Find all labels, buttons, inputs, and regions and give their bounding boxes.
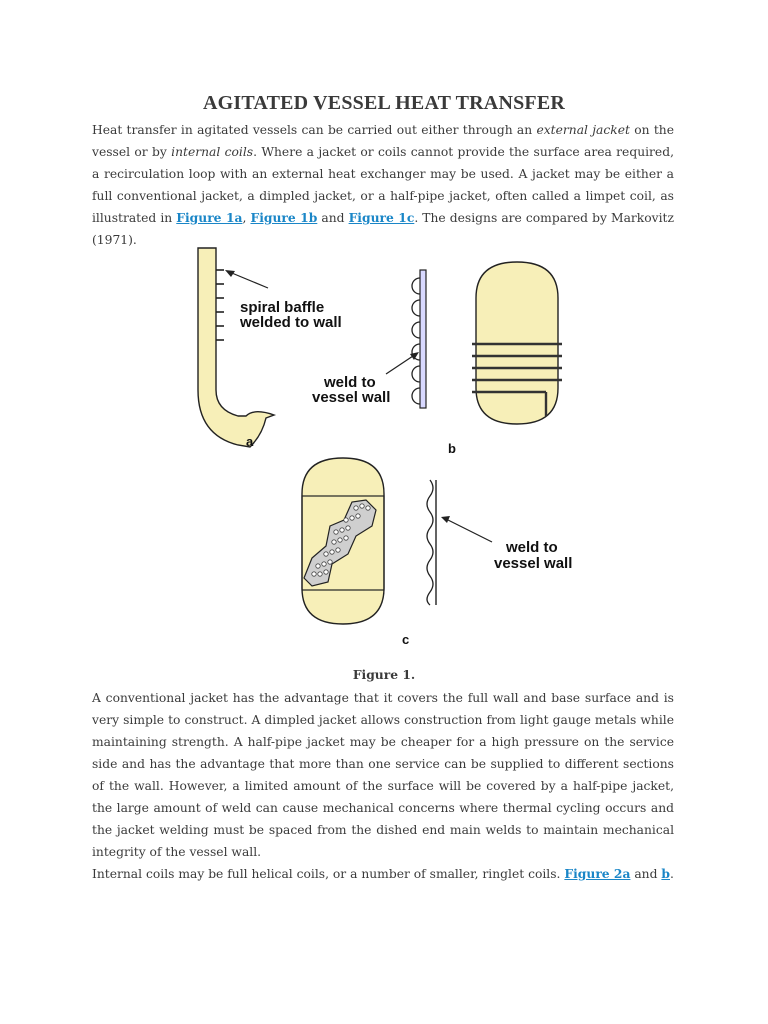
text-run: Heat transfer in agitated vessels can be carried out either through an (92, 123, 537, 137)
text-run: and (317, 211, 349, 225)
text-run: . (670, 867, 674, 881)
text-run: . The designs are compared by Markovitz (1971). (92, 211, 674, 247)
figure-1-diagram (180, 240, 600, 660)
page-title: AGITATED VESSEL HEAT TRANSFER (202, 92, 566, 114)
jacket-comparison-paragraph: A conventional jacket has the advantage that it covers the full wall and base surface and is very simple to construct. A dimpled jacket allows construction from light gauge metals while maintaining strength. A half-pipe jacket may be cheaper for a high pressure on the service side and has the advantage that more than one service can be supplied to different sections of the wall. However, a limited amount of the surface will be covered by a half-pipe jacket, the large amount of weld can cause mechanical concerns where thermal cycling occurs and the jacket welding must be spaced from the dished end main welds to maintain mechanical integrity of the vessel wall. (92, 691, 674, 859)
label-vessel-wall-c: vessel wall (494, 555, 573, 572)
figure-c-dimpled-wall (427, 480, 572, 605)
figure-caption: Figure 1. (352, 667, 416, 682)
emphasis-internal-coils: internal coils (171, 145, 254, 159)
internal-coils-paragraph (92, 863, 674, 885)
label-welded-to-wall: welded to wall (240, 314, 342, 331)
link-figure-2a[interactable]: Figure 2a (564, 866, 631, 881)
label-figure-b: b (448, 441, 456, 456)
figure-c-dimpled-vessel (302, 458, 409, 647)
figure-a-wall-section (198, 248, 342, 449)
text-run: . Where a jacket or coils cannot provide the surface area required, a recirculation loop with an external heat exchanger may be used. A jacket may be either a full conventional jacket, a dimpled jacket, or a half-pipe jacket, often called a limpet coil, as illustrated in (92, 145, 674, 225)
emphasis-external-jacket: external jacket (536, 123, 630, 137)
label-vessel-wall-b: vessel wall (312, 389, 391, 406)
text-run: on the vessel or by (92, 123, 674, 159)
intro-paragraph (92, 119, 674, 251)
label-spiral-baffle: spiral baffle (240, 299, 325, 316)
label-weld-to-b: weld to (324, 374, 376, 391)
text-run: and (630, 867, 662, 881)
link-figure-1b[interactable]: Figure 1b (250, 210, 318, 225)
label-figure-a: a (246, 434, 254, 449)
label-figure-c: c (402, 632, 410, 647)
link-figure-1c[interactable]: Figure 1c (348, 210, 415, 225)
link-figure-1a[interactable]: Figure 1a (176, 210, 243, 225)
text-run: Internal coils may be full helical coils, or a number of smaller, ringlet coils. (92, 867, 565, 881)
label-weld-to-c: weld to (506, 539, 558, 556)
text-run: , (242, 211, 251, 225)
figure-b-half-pipe-wall (312, 270, 456, 456)
link-figure-2b[interactable]: b (661, 866, 670, 881)
figure-b-vessel-with-coils (472, 262, 562, 424)
